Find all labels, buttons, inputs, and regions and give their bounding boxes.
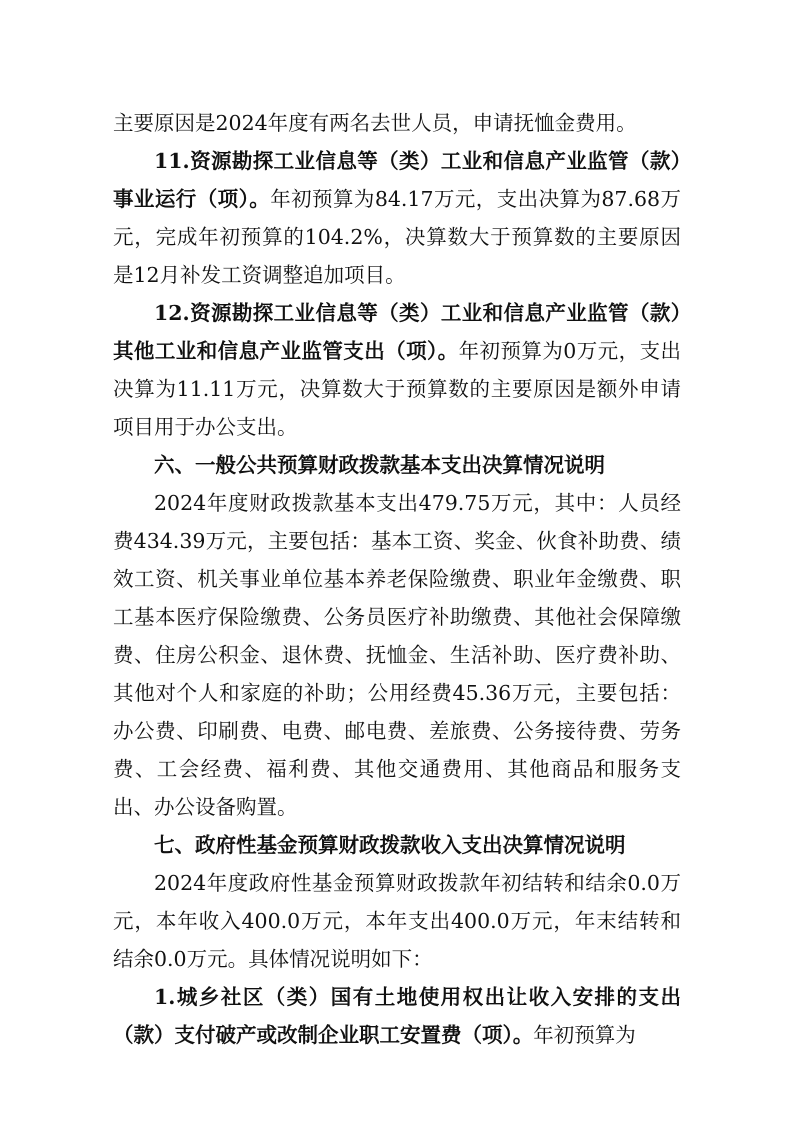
- item-12-text: 年初预算为0万元，支出决算为11.11万元，决算数大于预算数的主要原因是额外申请项目用于办公支出。: [113, 339, 682, 439]
- item-1-title: 1.城乡社区（类）国有土地使用权出让收入安排的支出（款）支付破产或改制企业职工安置费（项）。: [113, 985, 681, 1047]
- section-heading-7: [113, 826, 681, 864]
- paragraph-text: 主要原因是2024年度有两名去世人员，申请抚恤金费用。: [113, 111, 637, 135]
- paragraph-item-12: [113, 294, 681, 446]
- section-heading-6: [113, 446, 681, 484]
- item-1-text: 年初预算为: [533, 1023, 636, 1047]
- fund-budget-text: 2024年度政府性基金预算财政拨款年初结转和结余0.0万元，本年收入400.0万元，本年支出400.0万元，年末结转和结余0.0万元。具体情况说明如下：: [113, 871, 681, 971]
- item-12-title: 12.资源勘探工业信息等（类）工业和信息产业监管（款）其他工业和信息产业监管支出（项）。: [113, 301, 681, 363]
- item-11-title: 11.资源勘探工业信息等（类）工业和信息产业监管（款）事业运行（项）。: [113, 149, 681, 211]
- basic-expenditure-text: 2024年度财政拨款基本支出479.75万元，其中：人员经费434.39万元，主要包括：基本工资、奖金、伙食补助费、绩效工资、机关事业单位基本养老保险缴费、职业年金缴费、职工基本医疗保险缴费、公务员医疗补助缴费、其他社会保障缴费、住房公积金、退休费、抚恤金、生活补助、医疗费补助、其他对个人和家庭的补助；公用经费45.36万元，主要包括：办公费、印刷费、电费、邮电费、差旅费、公务接待费、劳务费、工会经费、福利费、其他交通费用、其他商品和服务支出、办公设备购置。: [113, 491, 681, 819]
- section-6-title: 六、一般公共预算财政拨款基本支出决算情况说明: [154, 453, 605, 477]
- item-11-text: 年初预算为84.17万元，支出决算为87.68万元，完成年初预算的104.2%，决算数大于预算数的主要原因是12月补发工资调整追加项目。: [113, 187, 682, 287]
- paragraph-item-11: [113, 142, 681, 294]
- paragraph-basic-expenditure: [113, 484, 681, 826]
- paragraph-fund-budget: [113, 864, 681, 978]
- paragraph-continuation: [113, 104, 681, 142]
- paragraph-item-1: [113, 978, 681, 1054]
- section-7-title: 七、政府性基金预算财政拨款收入支出决算情况说明: [154, 833, 626, 857]
